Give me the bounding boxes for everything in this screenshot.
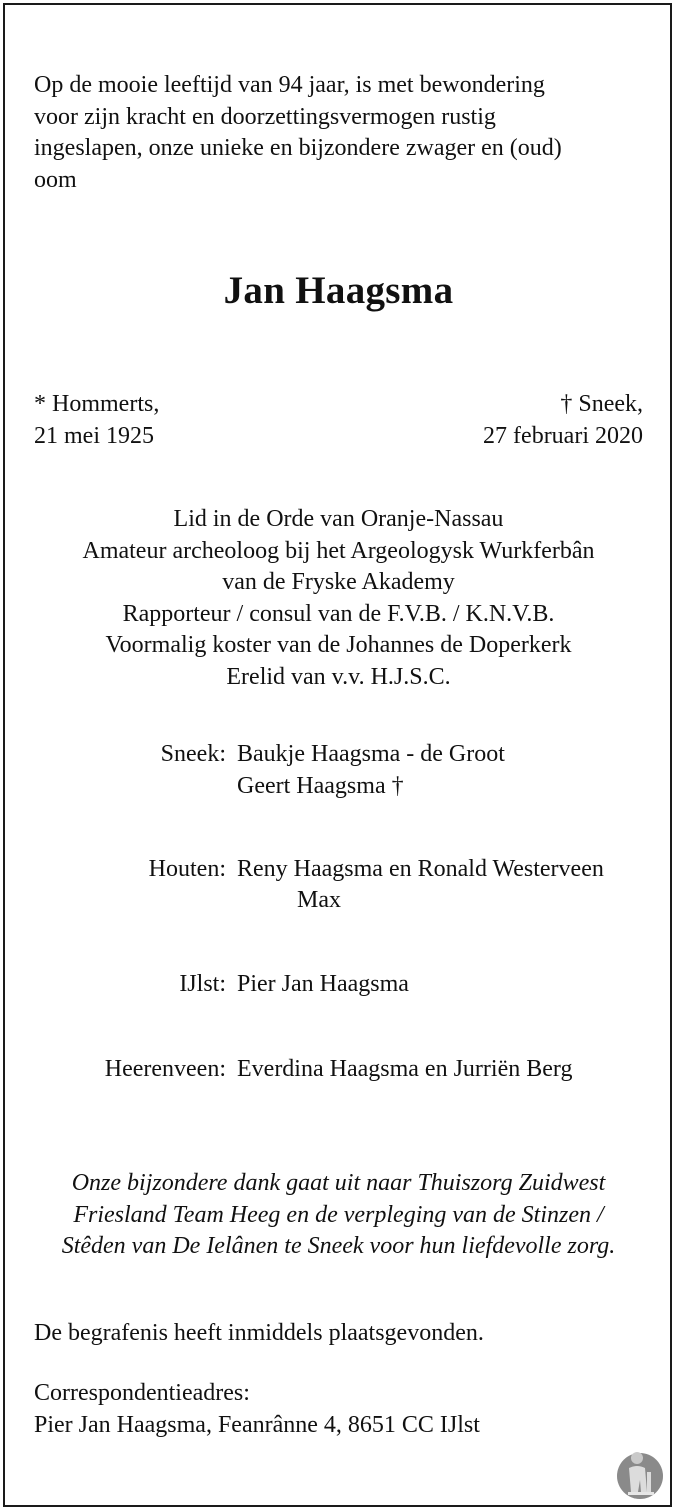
death-place: † Sneek, [560,391,643,417]
family-location-houten: Houten: [148,856,226,882]
honor-line: Rapporteur / consul van de F.V.B. / K.N.V.B. [122,600,555,627]
thanks-line: Stêden van De Ielânen te Sneek voor hun liefdevolle zorg. [61,1233,616,1259]
thanks-line: Friesland Team Heeg en de verpleging van de Stinzen / [73,1201,604,1228]
family-member: Pier Jan Haagsma [237,971,409,997]
family-location-heerenveen: Heerenveen: [104,1056,226,1082]
honor-line: Voormalig koster van de Johannes de Doperkerk [105,632,572,658]
birth-info [34,389,159,452]
family-names-sneek [237,739,505,802]
family-location-ijlst: IJlst: [179,971,226,997]
intro-line: ingeslapen, onze unieke en bijzondere zwager en (oud) [34,135,562,161]
thanks-text [0,1168,677,1263]
honor-line: Lid in de Orde van Oranje-Nassau [173,506,504,532]
correspondence-label: Correspondentieadres: [34,1380,250,1406]
correspondence-block [34,1378,480,1441]
family-names-heerenveen [237,1054,572,1086]
birth-place: * Hommerts, [34,391,160,417]
family-member: Geert Haagsma † [237,772,404,799]
birth-date: 21 mei 1925 [34,422,154,449]
correspondence-address: Pier Jan Haagsma, Feanrânne 4, 8651 CC IJlst [34,1411,480,1438]
honor-line: Erelid van v.v. H.J.S.C. [226,663,451,690]
family-member: Everdina Haagsma en Jurriën Berg [237,1056,573,1082]
intro-line: oom [34,166,77,193]
funeral-notice: De begrafenis heeft inmiddels plaatsgevonden. [34,1320,484,1346]
deceased-name: Jan Haagsma [223,269,454,312]
family-child-houten: Max [297,887,341,913]
intro-text [34,70,634,196]
honor-line: van de Fryske Akademy [222,569,455,595]
honors-list [0,504,677,693]
thanks-line: Onze bijzondere dank gaat uit naar Thuiszorg Zuidwest [71,1170,606,1196]
death-info [483,389,643,452]
family-names-houten [237,854,604,886]
death-date: 27 februari 2020 [483,422,643,449]
memorial-figure-icon [616,1448,664,1502]
family-member: Baukje Haagsma - de Groot [237,741,505,767]
honor-line: Amateur archeoloog bij het Argeologysk Wurkferbân [82,537,595,564]
family-location-sneek: Sneek: [160,741,226,767]
intro-line: voor zijn kracht en doorzettingsvermogen rustig [34,103,496,130]
intro-line: Op de mooie leeftijd van 94 jaar, is met bewondering [34,72,545,98]
family-member: Reny Haagsma en Ronald Westerveen [237,856,604,882]
family-names-ijlst [237,969,409,1001]
